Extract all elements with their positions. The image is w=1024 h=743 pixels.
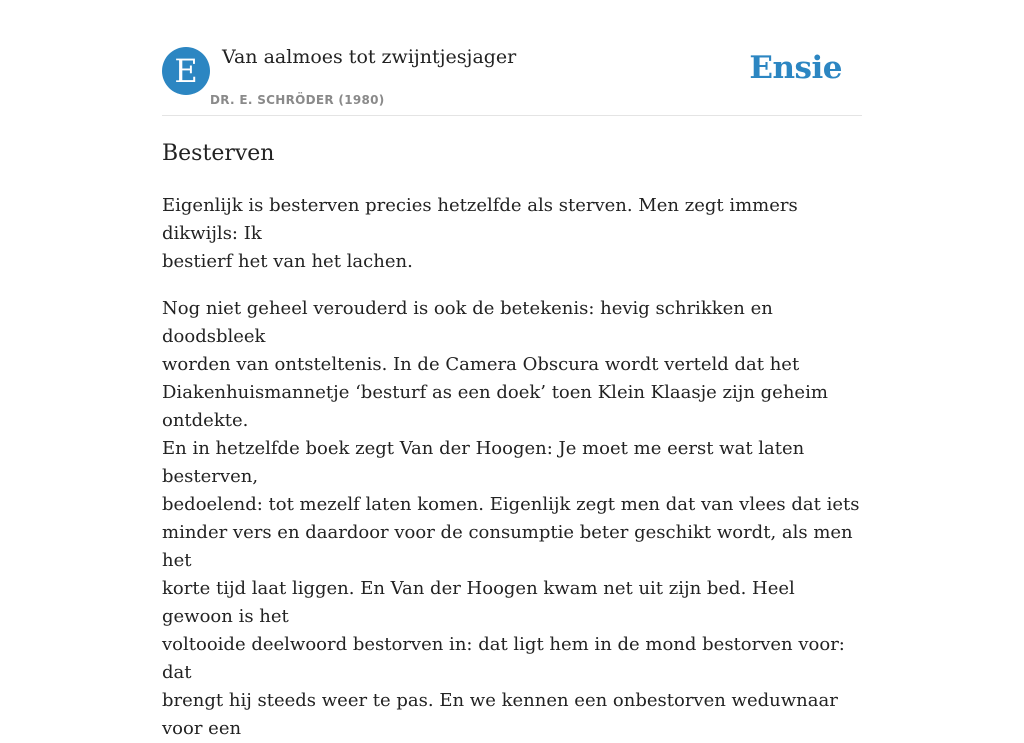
article — [162, 138, 867, 743]
book-title-link[interactable]: Van aalmoes tot zwijntjesjager — [222, 46, 517, 68]
entry-title: Besterven — [162, 141, 275, 166]
article-paragraph: Nog niet geheel verouderd is ook de betekenis: hevig schrikken en doodsbleek worden van ontsteltenis. In de Camera Obscura wordt verteld dat het Diakenhuismannetje ‘besturf as een doek’ toen Klein Klaasje zijn geheim ontdekte. En in hetzelfde boek zegt Van der Hoogen: Je moet me eerst wat laten besterven, bedoelend: tot mezelf laten komen. Eigenlijk zegt men dat van vlees dat iets minder vers en daardoor voor de consumptie beter geschikt wordt, als men het korte tijd laat liggen. En Van der Hoogen kwam net uit zijn bed. Heel gewoon is het voltooide deelwoord bestorven in: dat ligt hem in de mond bestorven voor: dat brengt hij steeds weer te pas. En we kennen een onbestorven weduwnaar voor een — [162, 298, 860, 739]
article-paragraph: Eigenlijk is besterven precies hetzelfde als sterven. Men zegt immers dikwijls: Ik bestierf het van het lachen. — [162, 195, 798, 272]
ensie-brand-link[interactable]: Ensie — [749, 50, 842, 86]
ensie-logo-icon[interactable]: E — [162, 47, 210, 95]
author-label: DR. E. SCHRÖDER (1980) — [210, 93, 385, 107]
header — [162, 0, 862, 116]
